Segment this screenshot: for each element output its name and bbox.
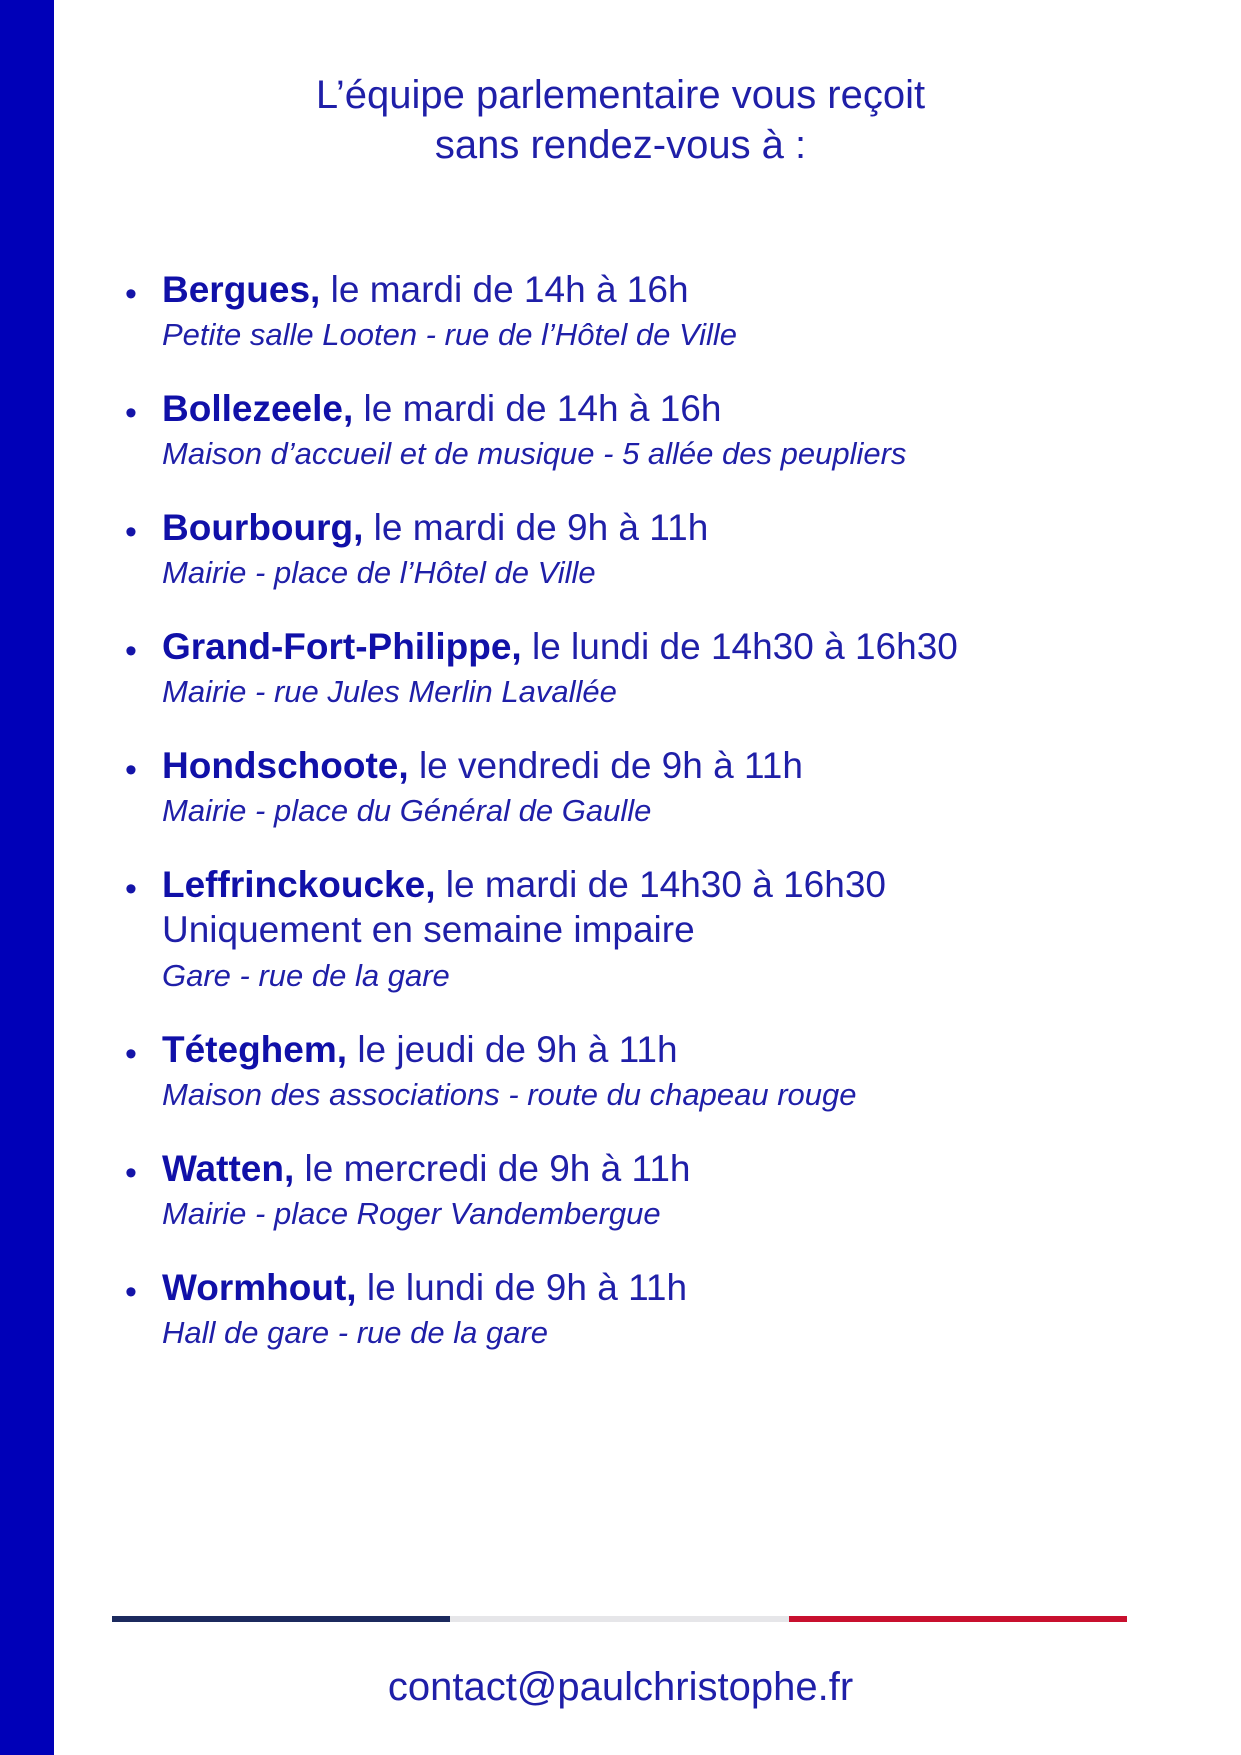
schedule-text: le jeudi de 9h à 11h [347,1029,678,1070]
list-item [125,1028,1185,1117]
city-name: Watten, [162,1148,295,1189]
city-name: Wormhout, [162,1267,357,1308]
address-text: Mairie - place du Général de Gaulle [162,793,652,828]
bullet-icon: • [125,1035,137,1073]
address-text: Mairie - rue Jules Merlin Lavallée [162,674,617,709]
schedule-text: le mardi de 14h à 16h [320,269,689,310]
address-text: Hall de gare - rue de la gare [162,1315,549,1350]
heading-line-2: sans rendez-vous à : [434,123,807,167]
schedule-text: le mardi de 14h à 16h [353,388,722,429]
schedule-text: le vendredi de 9h à 11h [408,745,803,786]
heading-line-1: L’équipe parlementaire vous reçoit [315,73,926,117]
blue-side-bar [0,0,54,1755]
city-name: Téteghem, [162,1029,348,1070]
city-name: Hondschoote, [162,745,409,786]
list-item [125,744,1185,833]
address-text: Maison d’accueil et de musique - 5 allée des peupliers [162,436,907,471]
bullet-icon: • [125,513,137,551]
address-text: Gare - rue de la gare [162,958,450,993]
address-text: Mairie - place de l’Hôtel de Ville [162,555,596,590]
tricolor-divider [112,1616,1127,1622]
city-name: Bollezeele, [162,388,354,429]
city-name: Leffrinckoucke, [162,864,436,905]
bullet-icon: • [125,632,137,670]
divider-blue [112,1616,450,1622]
list-item [125,1147,1185,1236]
schedule-text: le mardi de 9h à 11h [363,507,709,548]
permanence-list [125,268,1185,1355]
schedule-text: le mardi de 14h30 à 16h30 [435,864,886,905]
divider-red [789,1616,1127,1622]
list-item [125,387,1185,476]
note-text: Uniquement en semaine impaire [162,909,695,950]
city-name: Bergues, [162,269,321,310]
bullet-icon: • [125,1273,137,1311]
bullet-icon: • [125,1154,137,1192]
bullet-icon: • [125,394,137,432]
schedule-text: le lundi de 14h30 à 16h30 [521,626,958,667]
contact-email[interactable]: contact@paulchristophe.fr [387,1665,854,1709]
city-name: Grand-Fort-Philippe, [162,626,522,667]
list-item [125,863,1185,998]
address-text: Petite salle Looten - rue de l’Hôtel de Ville [162,317,737,352]
divider-white [450,1616,788,1622]
bullet-icon: • [125,870,137,908]
list-item [125,625,1185,714]
list-item [125,1266,1185,1355]
bullet-icon: • [125,751,137,789]
schedule-text: le lundi de 9h à 11h [356,1267,688,1308]
schedule-text: le mercredi de 9h à 11h [294,1148,691,1189]
city-name: Bourbourg, [162,507,364,548]
page-heading [54,70,1187,170]
address-text: Mairie - place Roger Vandembergue [162,1196,661,1231]
list-item [125,506,1185,595]
address-text: Maison des associations - route du chapeau rouge [162,1077,857,1112]
bullet-icon: • [125,275,137,313]
list-item [125,268,1185,357]
